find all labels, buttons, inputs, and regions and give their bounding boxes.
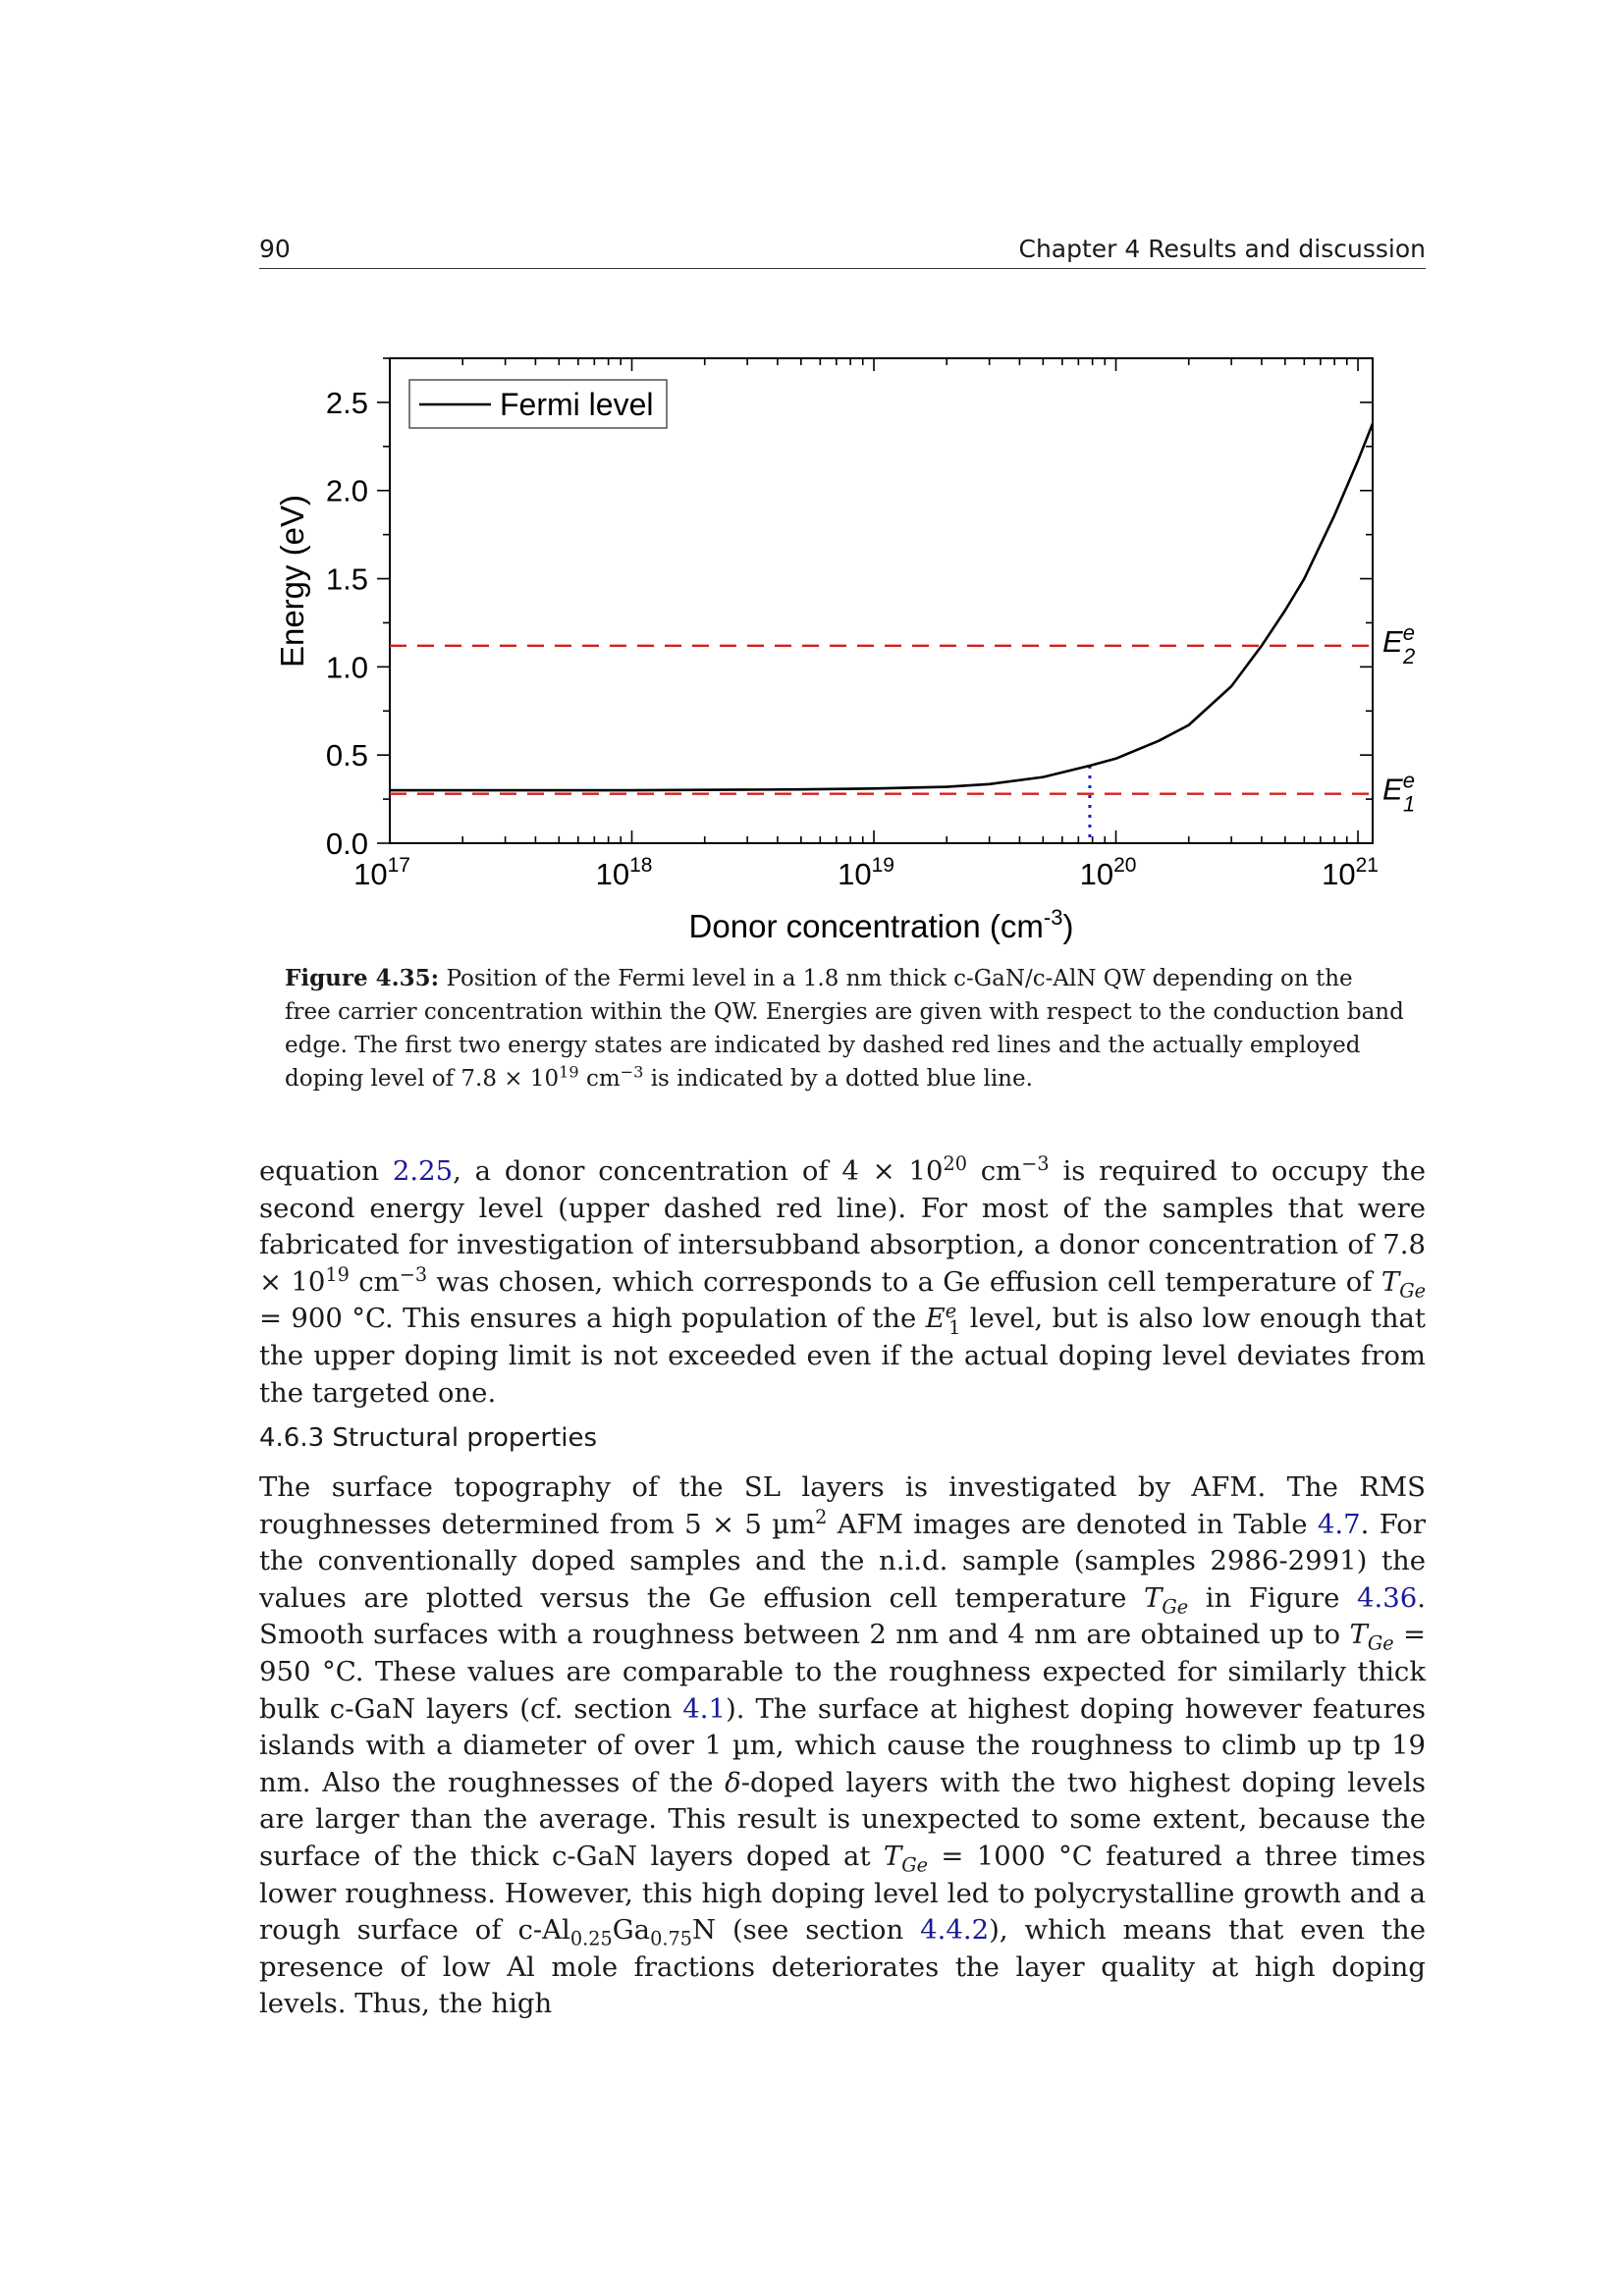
sup: −3 bbox=[399, 1262, 428, 1286]
math-var: T bbox=[1380, 1265, 1400, 1298]
y-tick-label: 2.0 bbox=[325, 473, 368, 508]
section-link[interactable]: 4.4.2 bbox=[920, 1914, 990, 1947]
text: Ga bbox=[612, 1914, 651, 1947]
sup: −3 bbox=[1021, 1151, 1050, 1175]
text: = 1000 °C featured a three times lower roughness. However, this high doping level led to polycrystalline growth and a rough surface of c-Al bbox=[259, 1840, 1426, 1947]
x-tick-label: $10^{19}$ bbox=[838, 854, 894, 891]
caption-text: is indicated by a dotted blue line. bbox=[643, 1066, 1033, 1092]
text: . Smooth surfaces with a roughness between 2 nm and 4 nm are obtained up to bbox=[259, 1581, 1427, 1651]
x-tick-label: $10^{21}$ bbox=[1322, 854, 1379, 891]
text: ), which means that even the presence of low Al mole fractions deteriorates the layer quality at high doping levels. Thus, the high bbox=[259, 1914, 1426, 2020]
figure-caption bbox=[285, 962, 1404, 1095]
chapter-title: Chapter 4 Results and discussion bbox=[1018, 235, 1426, 263]
math-var: T bbox=[883, 1840, 902, 1872]
text: , a donor concentration of 4 × 10 bbox=[453, 1155, 944, 1187]
page-number: 90 bbox=[259, 235, 291, 263]
legend-label: Fermi level bbox=[500, 387, 654, 422]
section-link[interactable]: 4.1 bbox=[682, 1692, 727, 1725]
sup: 19 bbox=[325, 1262, 350, 1286]
paragraph-structural bbox=[259, 1469, 1426, 2023]
section-heading: 4.6.3 Structural properties bbox=[259, 1423, 598, 1453]
text: AFM images are denoted in Table bbox=[827, 1508, 1318, 1540]
math-var: E bbox=[925, 1303, 946, 1335]
text: ). The surface at highest doping however features islands with a diameter of over 1 µm, which cause the roughness to climb up tp 19 nm. Also the roughnesses of the bbox=[259, 1692, 1426, 1798]
text: level, but is also low enough that the upper doping limit is not exceeded even if the actual doping level deviates from the targeted one. bbox=[259, 1303, 1426, 1409]
caption-sup: −3 bbox=[620, 1062, 644, 1082]
math-sub: Ge bbox=[1367, 1631, 1394, 1655]
text: The surface topography of the SL layers is investigated by AFM. The RMS roughnesses determined from 5 × 5 µm bbox=[259, 1471, 1426, 1540]
text: is required to occupy the second energy level (upper dashed red line). For most of the samples that were fabricated for investigation of intersubband absorption, a donor concentration of 7.8 × 10 bbox=[259, 1155, 1426, 1298]
x-axis-label: Donor concentration $(cm^{-3})$ bbox=[688, 905, 1074, 944]
table-link[interactable]: 4.7 bbox=[1317, 1508, 1361, 1540]
series-line-fermi-level bbox=[390, 423, 1373, 790]
y-tick-label: 2.5 bbox=[325, 385, 368, 420]
math-sub: Ge bbox=[1162, 1595, 1189, 1619]
caption-text: cm bbox=[578, 1066, 621, 1092]
x-tick-label: $10^{18}$ bbox=[595, 854, 653, 891]
x-tick-label: $10^{20}$ bbox=[1079, 854, 1137, 891]
caption-text: Position of the Fermi level in a 1.8 nm thick c-GaN/c-AlN QW depending on the free carrier concentration within the QW. Energies are given with respect to the conduction band edge. The first two energy states are indicated by dashed red lines and the actually employed doping level of 7.8 × 10 bbox=[285, 966, 1404, 1092]
text: -doped layers with the two highest doping levels are larger than the average. This result is unexpected to some extent, because the surface of the thick c-GaN layers doped at bbox=[259, 1766, 1426, 1872]
x-tick-label: $10^{17}$ bbox=[353, 854, 410, 891]
text: cm bbox=[966, 1155, 1022, 1187]
math-var: δ bbox=[725, 1766, 741, 1798]
text: = 900 °C. This ensures a high population of the bbox=[259, 1303, 926, 1335]
math-var: T bbox=[1144, 1581, 1163, 1614]
figure-link[interactable]: 4.36 bbox=[1357, 1581, 1418, 1614]
math-sub: Ge bbox=[901, 1853, 928, 1877]
text: = 950 °C. These values are comparable to the roughness expected for similarly thick bulk c-GaN layers (cf. section bbox=[259, 1619, 1426, 1725]
page-header bbox=[259, 233, 1426, 269]
paragraph-doping bbox=[259, 1153, 1426, 1412]
sub: 0.25 bbox=[569, 1927, 613, 1950]
text: in Figure bbox=[1188, 1581, 1358, 1614]
caption-label: Figure 4.35: bbox=[285, 965, 440, 991]
text: equation bbox=[259, 1155, 393, 1187]
text: . For the conventionally doped samples and the n.i.d. sample (samples 2986-2991) the values are plotted versus the Ge effusion cell temperature bbox=[259, 1508, 1426, 1614]
text: cm bbox=[349, 1265, 400, 1298]
sup: 2 bbox=[815, 1505, 828, 1528]
y-tick-label: 1.5 bbox=[325, 561, 368, 597]
text: was chosen, which corresponds to a Ge effusion cell temperature of bbox=[427, 1265, 1381, 1298]
fermi-level-chart bbox=[265, 348, 1416, 947]
sup: 20 bbox=[943, 1151, 967, 1175]
y-axis-label: Energy (eV) bbox=[274, 494, 310, 668]
caption-sup: 19 bbox=[559, 1062, 579, 1082]
y-tick-label: 0.0 bbox=[325, 827, 368, 861]
math-sub: 1 bbox=[948, 1315, 961, 1339]
y-tick-label: 1.0 bbox=[325, 650, 368, 685]
ref-label-E1e: $E^e$ 1 bbox=[1382, 768, 1416, 817]
math-var: T bbox=[1349, 1619, 1368, 1651]
math-sub: Ge bbox=[1399, 1279, 1426, 1303]
text: N (see section bbox=[691, 1914, 921, 1947]
math-sup: e bbox=[945, 1300, 957, 1323]
plot-frame bbox=[390, 358, 1373, 843]
ref-label-E2e: $E^e$ 2 bbox=[1382, 619, 1416, 668]
sub: 0.75 bbox=[650, 1927, 692, 1950]
equation-link[interactable]: 2.25 bbox=[392, 1155, 454, 1187]
y-tick-label: 0.5 bbox=[325, 738, 368, 774]
